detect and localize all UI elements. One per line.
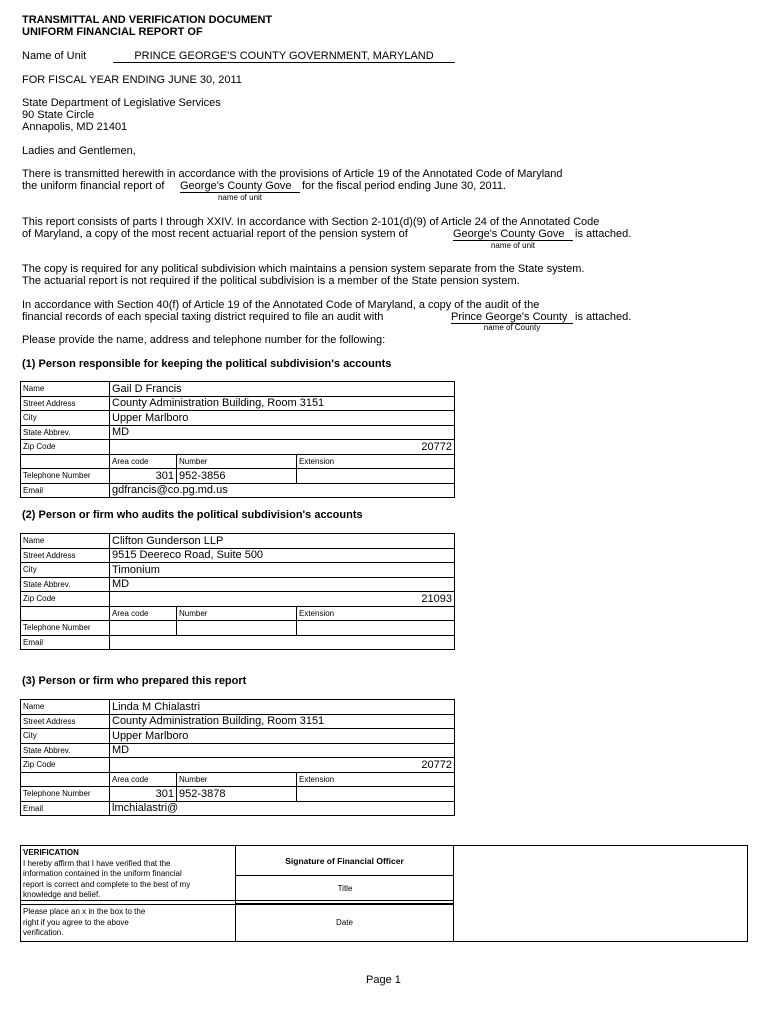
para4-line1: In accordance with Section 40(f) of Article 19 of the Annotated Code of Maryland, a copy of the audit of the bbox=[22, 299, 540, 311]
state-field[interactable]: MD bbox=[110, 743, 455, 758]
name-field[interactable]: Linda M Chialastri bbox=[110, 700, 455, 715]
table-row bbox=[21, 425, 455, 440]
verification-heading: VERIFICATION bbox=[23, 848, 79, 857]
section3-table bbox=[20, 699, 455, 816]
para1-hint: name of unit bbox=[217, 193, 263, 202]
extension-field[interactable] bbox=[297, 787, 455, 802]
table-row bbox=[21, 787, 455, 802]
street-field[interactable]: County Administration Building, Room 3151 bbox=[110, 714, 455, 729]
telephone-label: Telephone Number bbox=[21, 787, 110, 802]
extension-label: Extension bbox=[297, 454, 455, 469]
number-label: Number bbox=[177, 772, 297, 787]
table-row bbox=[21, 758, 455, 773]
table-row bbox=[21, 469, 455, 484]
para3-line2: The actuarial report is not required if the political subdivision is a member of the State pension system. bbox=[22, 275, 520, 287]
para3-line1: The copy is required for any political subdivision which maintains a pension system separate from the State system. bbox=[22, 263, 585, 275]
city-field[interactable]: Upper Marlboro bbox=[110, 411, 455, 426]
title-label: Title bbox=[337, 884, 353, 893]
street-label: Street Address bbox=[21, 714, 110, 729]
email-field[interactable] bbox=[110, 635, 455, 650]
address-line-1: State Department of Legislative Services bbox=[22, 97, 221, 109]
number-field[interactable]: 952-3878 bbox=[177, 787, 297, 802]
table-row bbox=[21, 548, 455, 563]
signature-field[interactable] bbox=[454, 846, 748, 942]
section2-title: (2) Person or firm who audits the political subdivision's accounts bbox=[22, 509, 363, 521]
city-field[interactable]: Timonium bbox=[110, 563, 455, 578]
verification-statement bbox=[21, 846, 236, 905]
name-label: Name bbox=[21, 382, 110, 397]
name-field[interactable]: Gail D Francis bbox=[110, 382, 455, 397]
para1-line2-post: for the fiscal period ending June 30, 2011. bbox=[302, 180, 507, 192]
table-row bbox=[21, 454, 455, 469]
section2-table bbox=[20, 533, 455, 650]
salutation: Ladies and Gentlemen, bbox=[22, 145, 136, 157]
table-row bbox=[21, 801, 455, 816]
para2-line1: This report consists of parts I through XXIV. In accordance with Section 2-101(d)(9) of Article 24 of the Annotated Code bbox=[22, 216, 600, 228]
state-label: State Abbrev. bbox=[21, 743, 110, 758]
table-row bbox=[21, 592, 455, 607]
name-label: Name bbox=[21, 700, 110, 715]
unit-name-field[interactable]: PRINCE GEORGE'S COUNTY GOVERNMENT, MARYLAND bbox=[113, 50, 455, 63]
telephone-label: Telephone Number bbox=[21, 621, 110, 636]
extension-field[interactable] bbox=[297, 621, 455, 636]
title-divider-bottom bbox=[20, 900, 453, 901]
address-line-3: Annapolis, MD 21401 bbox=[22, 121, 128, 133]
zip-label: Zip Code bbox=[21, 758, 110, 773]
table-row bbox=[21, 606, 455, 621]
street-label: Street Address bbox=[21, 548, 110, 563]
para2-unit-field[interactable]: George's County Gove bbox=[453, 228, 573, 241]
verification-text-2: information contained in the uniform financial bbox=[23, 869, 182, 878]
area-code-field[interactable]: 301 bbox=[110, 787, 177, 802]
email-label: Email bbox=[21, 801, 110, 816]
table-row bbox=[21, 382, 455, 397]
table-row bbox=[21, 729, 455, 744]
street-label: Street Address bbox=[21, 396, 110, 411]
table-row bbox=[21, 743, 455, 758]
signature-label: Signature of Financial Officer bbox=[236, 846, 454, 904]
section3-title: (3) Person or firm who prepared this report bbox=[22, 675, 247, 687]
city-label: City bbox=[21, 729, 110, 744]
agree-text-3: verification. bbox=[23, 928, 64, 937]
table-row bbox=[21, 440, 455, 455]
extension-field[interactable] bbox=[297, 469, 455, 484]
extension-label: Extension bbox=[297, 772, 455, 787]
verification-text-4: knowledge and belief. bbox=[23, 890, 101, 899]
table-row bbox=[21, 411, 455, 426]
email-label: Email bbox=[21, 483, 110, 498]
city-field[interactable]: Upper Marlboro bbox=[110, 729, 455, 744]
para4-line2-pre: financial records of each special taxing district required to file an audit with bbox=[22, 311, 384, 323]
number-field[interactable] bbox=[177, 621, 297, 636]
verification-text-1: I hereby affirm that I have verified that the bbox=[23, 858, 171, 868]
section1-title: (1) Person responsible for keeping the political subdivision's accounts bbox=[22, 358, 392, 370]
state-label: State Abbrev. bbox=[21, 425, 110, 440]
document-title: TRANSMITTAL AND VERIFICATION DOCUMENT bbox=[22, 14, 273, 26]
title-divider-top bbox=[236, 875, 454, 876]
para2-line2-post: is attached. bbox=[575, 228, 632, 240]
para1-line2-pre: the uniform financial report of bbox=[22, 180, 165, 192]
name-label: Name bbox=[21, 534, 110, 549]
para5: Please provide the name, address and telephone number for the following: bbox=[22, 334, 386, 346]
table-row bbox=[21, 396, 455, 411]
state-label: State Abbrev. bbox=[21, 577, 110, 592]
area-code-field[interactable] bbox=[110, 621, 177, 636]
para2-line2-pre: of Maryland, a copy of the most recent actuarial report of the pension system of bbox=[22, 228, 408, 240]
street-field[interactable]: 9515 Deereco Road, Suite 500 bbox=[110, 548, 455, 563]
document-subtitle: UNIFORM FINANCIAL REPORT OF bbox=[22, 26, 203, 38]
para4-county-field[interactable]: Prince George's County bbox=[451, 311, 573, 324]
area-code-label: Area code bbox=[110, 606, 177, 621]
agree-text-1: Please place an x in the box to the bbox=[23, 907, 146, 916]
number-label: Number bbox=[177, 606, 297, 621]
table-row bbox=[21, 700, 455, 715]
name-field[interactable]: Clifton Gunderson LLP bbox=[110, 534, 455, 549]
zip-label: Zip Code bbox=[21, 440, 110, 455]
table-row bbox=[21, 577, 455, 592]
street-field[interactable]: County Administration Building, Room 3151 bbox=[110, 396, 455, 411]
table-row bbox=[21, 563, 455, 578]
verification-text-3: report is correct and complete to the best of my bbox=[23, 879, 191, 889]
area-code-label: Area code bbox=[110, 772, 177, 787]
verification-table bbox=[20, 845, 748, 942]
area-code-label: Area code bbox=[110, 454, 177, 469]
email-field[interactable]: gdfrancis@co.pg.md.us bbox=[110, 483, 455, 498]
zip-field[interactable]: 20772 bbox=[110, 758, 455, 773]
para1-unit-field[interactable]: George's County Gove bbox=[180, 180, 300, 193]
date-label: Date bbox=[236, 905, 454, 942]
table-row bbox=[21, 714, 455, 729]
page-number: Page 1 bbox=[366, 974, 401, 986]
unit-label: Name of Unit bbox=[22, 50, 87, 62]
agree-text bbox=[21, 905, 236, 942]
state-field[interactable]: MD bbox=[110, 577, 455, 592]
para1-line1: There is transmitted herewith in accordance with the provisions of Article 19 of the Annotated Code of Maryland bbox=[22, 168, 563, 180]
zip-field[interactable]: 20772 bbox=[110, 440, 455, 455]
address-line-2: 90 State Circle bbox=[22, 109, 95, 121]
para2-hint: name of unit bbox=[490, 241, 536, 250]
table-row bbox=[21, 621, 455, 636]
fiscal-year: FOR FISCAL YEAR ENDING JUNE 30, 2011 bbox=[22, 74, 242, 86]
agree-text-2: right if you agree to the above bbox=[23, 917, 129, 927]
city-label: City bbox=[21, 411, 110, 426]
city-label: City bbox=[21, 563, 110, 578]
zip-label: Zip Code bbox=[21, 592, 110, 607]
table-row bbox=[21, 772, 455, 787]
telephone-label: Telephone Number bbox=[21, 469, 110, 484]
email-label: Email bbox=[21, 635, 110, 650]
area-code-field[interactable]: 301 bbox=[110, 469, 177, 484]
number-field[interactable]: 952-3856 bbox=[177, 469, 297, 484]
table-row bbox=[21, 635, 455, 650]
para4-hint: name of County bbox=[483, 323, 541, 332]
state-field[interactable]: MD bbox=[110, 425, 455, 440]
section1-table bbox=[20, 381, 455, 498]
para4-line2-post: is attached. bbox=[575, 311, 632, 323]
table-row bbox=[21, 534, 455, 549]
email-field[interactable]: lmchialastri@ bbox=[110, 801, 455, 816]
extension-label: Extension bbox=[297, 606, 455, 621]
table-row bbox=[21, 483, 455, 498]
zip-field[interactable]: 21093 bbox=[110, 592, 455, 607]
number-label: Number bbox=[177, 454, 297, 469]
